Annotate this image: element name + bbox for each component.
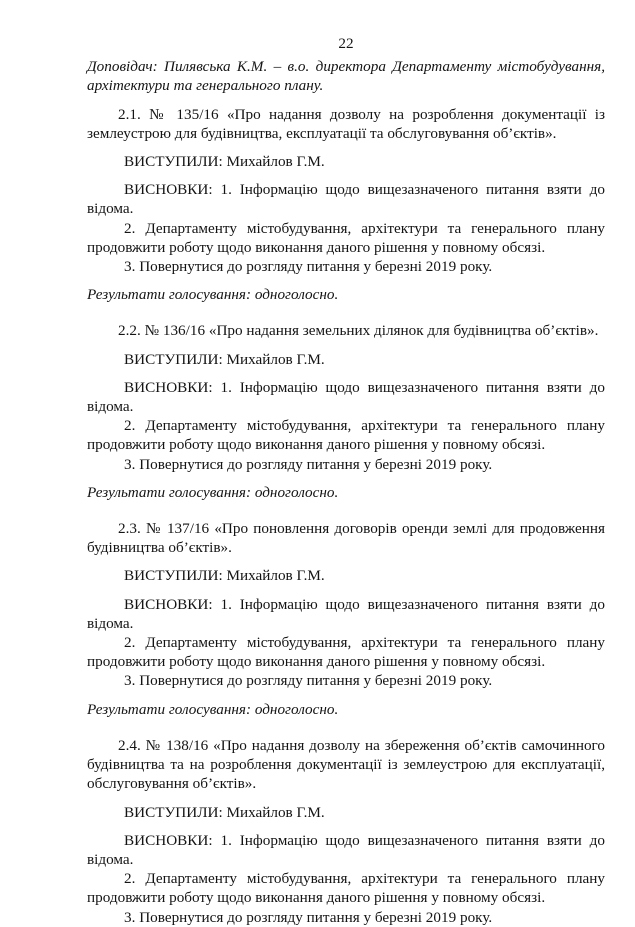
speakers-line: ВИСТУПИЛИ: Михайлов Г.М.	[124, 153, 325, 171]
agenda-item-title: 2.4. № 138/16 «Про надання дозволу на збереження об’єктів самочинного будівництва та на розроблення документації із землеустрою для експлуатації, обслуговування об’єктів».	[87, 736, 605, 793]
vote-result: Результати голосування: одноголосно.	[87, 700, 339, 718]
agenda-item-title: 2.3. № 137/16 «Про поновлення договорів оренди землі для продовження будівництва об’єктів».	[87, 520, 605, 557]
speaker-line: Доповідач: Пилявська К.М. – в.о. директора Департаменту містобудування, архітектури та генерального плану.	[87, 58, 605, 95]
vote-result: Результати голосування: одноголосно.	[87, 483, 339, 501]
speakers-line: ВИСТУПИЛИ: Михайлов Г.М.	[124, 567, 325, 585]
speakers-line: ВИСТУПИЛИ: Михайлов Г.М.	[124, 350, 325, 368]
conclusion-1: ВИСНОВКИ: 1. Інформацію щодо вищезазначеного питання взяти до відома.	[87, 595, 605, 632]
conclusion-1: ВИСНОВКИ: 1. Інформацію щодо вищезазначеного питання взяти до відома.	[87, 181, 605, 218]
conclusion-3: 3. Повернутися до розгляду питання у березні 2019 року.	[124, 258, 493, 276]
speakers-line: ВИСТУПИЛИ: Михайлов Г.М.	[124, 803, 325, 821]
page-number: 22	[338, 35, 354, 52]
agenda-item-title: 2.2. № 136/16 «Про надання земельних ділянок для будівництва об’єктів».	[118, 322, 599, 340]
conclusion-3: 3. Повернутися до розгляду питання у березні 2019 року.	[124, 672, 493, 690]
conclusion-1: ВИСНОВКИ: 1. Інформацію щодо вищезазначеного питання взяти до відома.	[87, 378, 605, 416]
agenda-item-title: 2.1. № 135/16 «Про надання дозволу на розроблення документації із землеустрою для будівництва, експлуатації та обслуговування об’єктів».	[87, 105, 605, 142]
conclusion-2: 2. Департаменту містобудування, архітектури та генерального плану продовжити роботу щодо виконання даного рішення у повному обсязі.	[87, 634, 605, 671]
conclusion-2: 2. Департаменту містобудування, архітектури та генерального плану продовжити роботу щодо виконання даного рішення у повному обсязі.	[87, 219, 605, 256]
conclusion-2: 2. Департаменту містобудування, архітектури та генерального плану продовжити роботу щодо виконання даного рішення у повному обсязі.	[87, 870, 605, 907]
conclusion-3: 3. Повернутися до розгляду питання у березні 2019 року.	[124, 455, 493, 473]
vote-result: Результати голосування: одноголосно.	[87, 286, 339, 304]
conclusion-2: 2. Департаменту містобудування, архітектури та генерального плану продовжити роботу щодо виконання даного рішення у повному обсязі.	[87, 417, 605, 454]
conclusion-1: ВИСНОВКИ: 1. Інформацію щодо вищезазначеного питання взяти до відома.	[87, 831, 605, 868]
conclusion-3: 3. Повернутися до розгляду питання у березні 2019 року.	[124, 908, 493, 926]
